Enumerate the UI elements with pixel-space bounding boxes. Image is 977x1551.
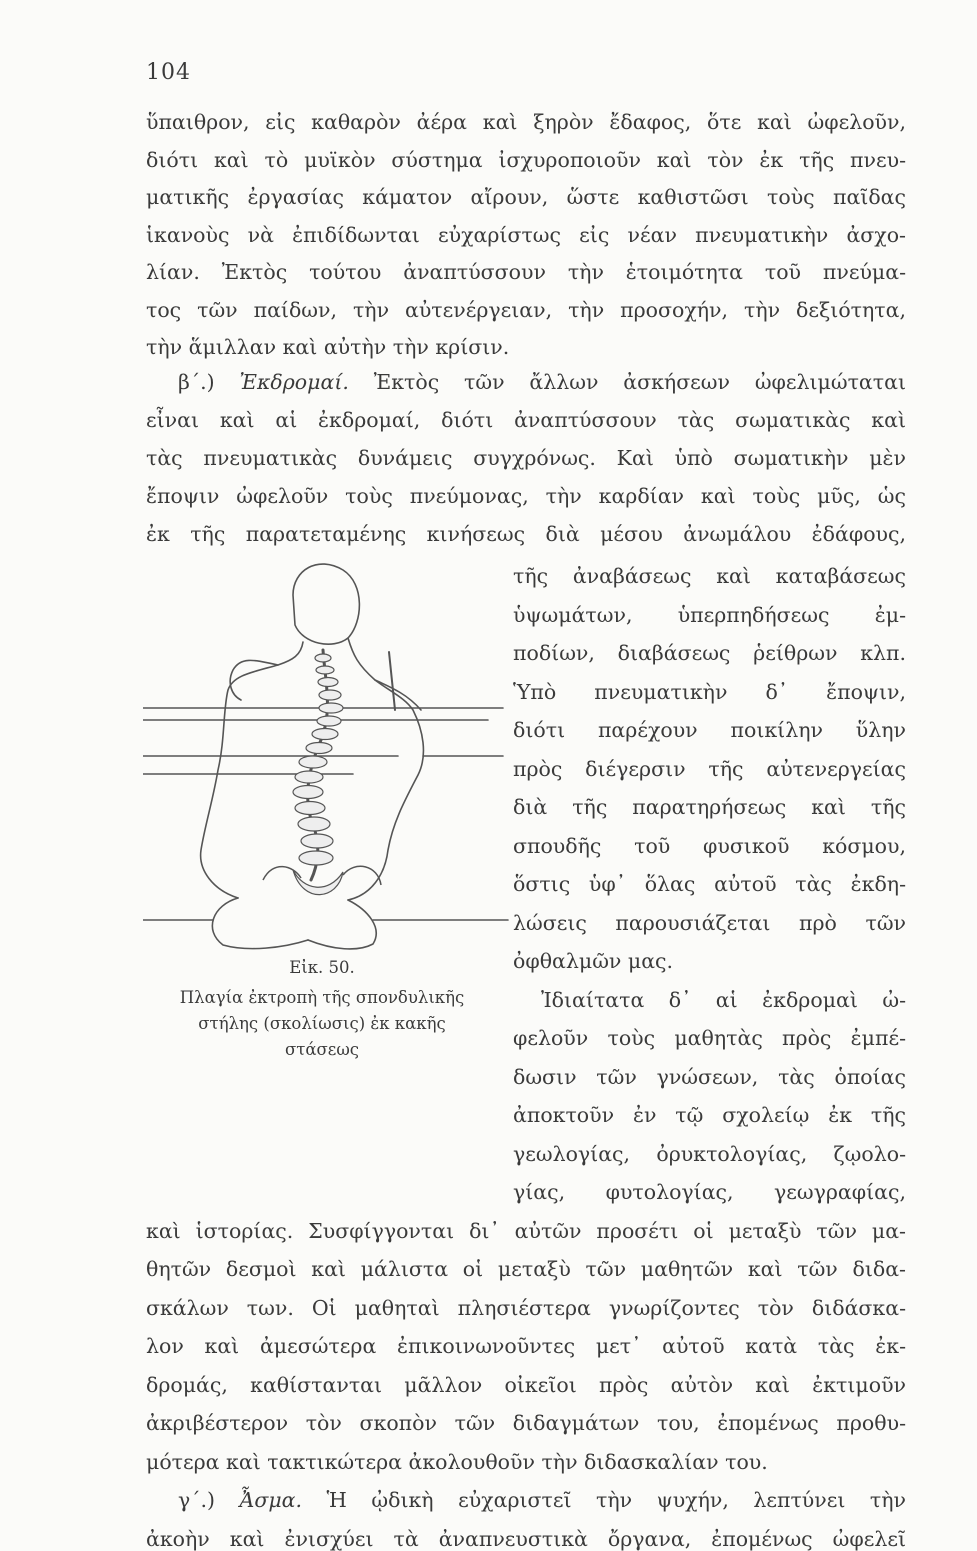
page-number: 104 bbox=[146, 60, 191, 85]
scoliosis-illustration bbox=[143, 560, 515, 950]
section-heading-line bbox=[178, 372, 906, 393]
body-line: ματικῆς ἐργασίας κάματον αἴρουν, ὥστε καθιστῶσι τοὺς παῖδας bbox=[146, 185, 906, 209]
body-line: λον καὶ ἀμεσώτερα ἐπικοινωνοῦντες μετ᾽ αὐτοῦ κατὰ τὰς ἐκ- bbox=[146, 1334, 906, 1358]
body-line: Ἰδιαίτατα δ᾽ αἱ ἐκδρομαὶ ὠ- bbox=[541, 987, 906, 1012]
body-line: ἀκοὴν καὶ ἐνισχύει τὰ ἀναπνευστικὰ ὄργανα, ἐπομένως ὠφελεῖ bbox=[146, 1526, 906, 1551]
body-line: ὅστις ὑφ᾽ ὅλας αὐτοῦ τὰς ἐκδη- bbox=[513, 872, 906, 896]
body-line: ἀποκτοῦν ἐν τῷ σχολείῳ ἐκ τῆς bbox=[513, 1103, 906, 1127]
body-line: τὴν ἅμιλλαν καὶ αὐτὴν τὴν κρίσιν. bbox=[146, 335, 510, 359]
body-line: φελοῦν τοὺς μαθητὰς πρὸς ἐμπέ- bbox=[513, 1026, 906, 1050]
body-line: δρομάς, καθίστανται μᾶλλον οἰκεῖοι πρὸς αὐτὸν καὶ ἐκτιμοῦν bbox=[146, 1372, 906, 1397]
body-line: λώσεις παρουσιάζεται πρὸ τῶν bbox=[513, 910, 906, 935]
body-line: λίαν. Ἐκτὸς τούτου ἀναπτύσσουν τὴν ἑτοιμότητα τοῦ πνεύμα- bbox=[146, 260, 906, 284]
body-line: ἀκριβέστερον τὸν σκοπὸν τῶν διδαγμάτων του, ἐπομένως προθυ- bbox=[146, 1411, 906, 1435]
section-title: Ἆσμα. bbox=[239, 1488, 303, 1512]
body-line: δωσιν τῶν γνώσεων, τὰς ὁποίας bbox=[513, 1064, 906, 1089]
body-line: διότι καὶ τὸ μυϊκὸν σύστημα ἰσχυροποιοῦν καὶ τὸν ἐκ τῆς πνευ- bbox=[146, 147, 906, 172]
body-line: ὑψωμάτων, ὑπερπηδήσεως ἐμ- bbox=[513, 602, 906, 627]
body-line: πρὸς διέγερσιν τῆς αὐτενεργείας bbox=[513, 756, 906, 781]
body-line: ἱκανοὺς νὰ ἐπιδίδωνται εὐχαρίστως εἰς νέαν πνευματικὴν ἀσχο- bbox=[146, 222, 906, 247]
figure-caption-line: στάσεως bbox=[284, 1040, 360, 1059]
section-text: Ἐκτὸς τῶν ἄλλων ἀσκήσεων ὠφελιμώταται bbox=[373, 370, 906, 394]
body-line: γεωλογίας, ὀρυκτολογίας, ζῳολο- bbox=[513, 1141, 906, 1166]
body-line: ποδίων, διαβάσεως ῥείθρων κλπ. bbox=[513, 641, 906, 665]
figure-caption-line: Πλαγία ἐκτροπὴ τῆς σπονδυλικῆς bbox=[179, 988, 465, 1007]
body-line: ὕπαιθρον, εἰς καθαρὸν ἀέρα καὶ ξηρὸν ἔδαφος, ὅτε καὶ ὠφελοῦν, bbox=[146, 110, 906, 134]
body-line: σκάλων των. Οἱ μαθηταὶ πλησιέστερα γνωρίζοντες τὸν διδάσκα- bbox=[146, 1295, 906, 1320]
body-line: εἶναι καὶ αἱ ἐκδρομαί, διότι ἀναπτύσσουν τὰς σωματικὰς καὶ bbox=[146, 408, 906, 432]
section-number: γ΄.) bbox=[178, 1488, 216, 1512]
figure-caption-line: στήλης (σκολίωσις) ἐκ κακῆς bbox=[198, 1014, 446, 1033]
body-line: θητῶν δεσμοὶ καὶ μάλιστα οἱ μεταξὺ τῶν μαθητῶν καὶ τῶν διδα- bbox=[146, 1257, 906, 1281]
figure-label: Εἰκ. 50. bbox=[289, 958, 355, 977]
body-line: Ὑπὸ πνευματικὴν δ᾽ ἔποψιν, bbox=[513, 679, 906, 704]
body-line: καὶ ἱστορίας. Συσφίγγονται δι᾽ αὐτῶν προσέτι οἱ μεταξὺ τῶν μα- bbox=[146, 1218, 906, 1243]
body-line: ὀφθαλμῶν μας. bbox=[513, 949, 674, 973]
pen-line bbox=[389, 652, 395, 710]
section-number: β΄.) bbox=[178, 370, 215, 394]
body-line: ἐκ τῆς παρατεταμένης κινήσεως διὰ μέσου ἀνωμάλου ἐδάφους, bbox=[146, 522, 906, 546]
body-line: τος τῶν παίδων, τὴν αὐτενέργειαν, τὴν προσοχήν, τὴν δεξιότητα, bbox=[146, 297, 906, 322]
section-heading-line bbox=[178, 1490, 906, 1511]
body-line: τῆς ἀναβάσεως καὶ καταβάσεως bbox=[513, 564, 906, 588]
body-line: σπουδῆς τοῦ φυσικοῦ κόσμου, bbox=[513, 833, 906, 858]
section-text: Ἡ ᾠδικὴ εὐχαριστεῖ τὴν ψυχήν, λεπτύνει τὴν bbox=[326, 1488, 906, 1512]
body-line: μότερα καὶ τακτικώτερα ἀκολουθοῦν τὴν διδασκαλίαν του. bbox=[146, 1449, 768, 1474]
section-title: Ἐκδρομαί. bbox=[239, 370, 349, 394]
body-line: διὰ τῆς παρατηρήσεως καὶ τῆς bbox=[513, 795, 906, 819]
body-line: γίας, φυτολογίας, γεωγραφίας, bbox=[513, 1180, 906, 1204]
body-line: ἔποψιν ὠφελοῦν τοὺς πνεύμονας, τὴν καρδίαν καὶ τοὺς μῦς, ὡς bbox=[146, 484, 906, 508]
body-line: τὰς πνευματικὰς δυνάμεις συγχρόνως. Καὶ ὑπὸ σωματικὴν μὲν bbox=[146, 446, 906, 470]
body-line: διότι παρέχουν ποικίλην ὕλην bbox=[513, 718, 906, 742]
